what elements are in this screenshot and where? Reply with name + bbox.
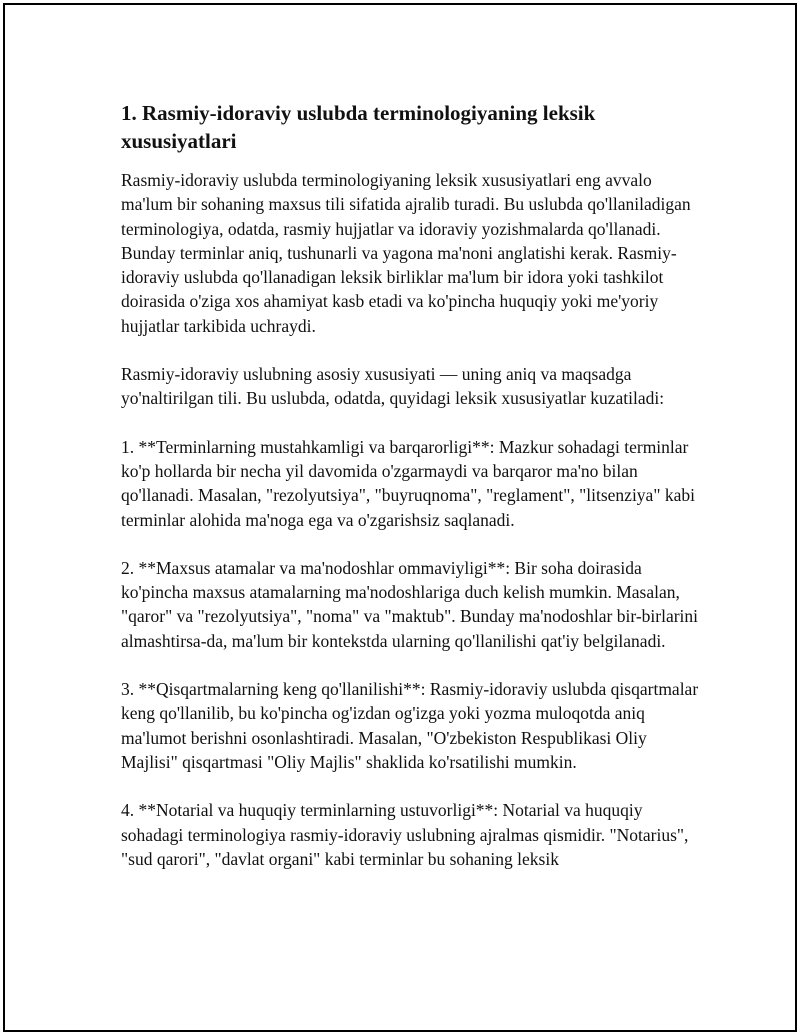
- paragraph-intro: Rasmiy-idoraviy uslubda terminologiyaning leksik xususiyatlari eng avvalo ma'lum bir sohaning maxsus tili sifatida ajralib turadi. Bu uslubda qo'llaniladigan terminologiya, odatda, rasmiy hujjatlar va idoraviy yozishmalarda qo'llanadi. Bunday terminlar aniq, tushunarli va yagona ma'noni anglatishi kerak. Rasmiy-idoraviy uslubda qo'llanadigan leksik birliklar ma'lum bir idora yoki tashkilot doirasida o'ziga xos ahamiyat kasb etadi va ko'pincha huquqiy yoki me'yoriy hujjatlar tarkibida uchraydi.: [121, 170, 691, 336]
- paragraph-main-feature: Rasmiy-idoraviy uslubning asosiy xususiyati — uning aniq va maqsadga yo'naltirilgan tili. Bu uslubda, odatda, quyidagi leksik xususiyatlar kuzatiladi:: [121, 364, 665, 409]
- list-item-4: 4. **Notarial va huquqiy terminlarning ustuvorligi**: Notarial va huquqiy sohadagi terminologiya rasmiy-idoraviy uslubning ajralmas qismidir. "Notarius", "sud qarori", "davlat organi" kabi terminlar bu sohaning leksik: [121, 800, 689, 869]
- list-item-3: 3. **Qisqartmalarning keng qo'llanilishi**: Rasmiy-idoraviy uslubda qisqartmalar keng qo'llanilib, bu ko'pincha og'izdan og'izga yoki yozma muloqotda aniq ma'lumot berishni osonlashtiradi. Masalan, "O'zbekiston Respublikasi Oliy Majlisi" qisqartmasi "Oliy Majlis" shaklida ko'rsatilishi mumkin.: [121, 679, 699, 772]
- document-page: [3, 3, 797, 1032]
- list-item-1: 1. **Terminlarning mustahkamligi va barqarorligi**: Mazkur sohadagi terminlar ko'p hollarda bir necha yil davomida o'zgarmaydi va barqaror ma'no bilan qo'llanadi. Masalan, "rezolyutsiya", "buyruqnoma", "reglament", "litsenziya" kabi terminlar alohida ma'noga ega va o'zgarishsiz saqlanadi.: [121, 436, 695, 530]
- section-heading: 1. Rasmiy-idoraviy uslubda terminologiyaning leksik xususiyatlari: [121, 101, 596, 153]
- list-item-2: 2. **Maxsus atamalar va ma'nodoshlar ommaviyligi**: Bir soha doirasida ko'pincha maxsus atamalarning ma'nodoshlariga duch kelish mumkin. Masalan, "qaror" va "rezolyutsiya", "noma" va "maktub". Bunday ma'nodoshlar bir-birlarini almashtirsa-da, ma'lum bir kontekstda ularning qo'llanilishi qat'iy belgilanadi.: [121, 557, 699, 651]
- document-body: [121, 99, 701, 895]
